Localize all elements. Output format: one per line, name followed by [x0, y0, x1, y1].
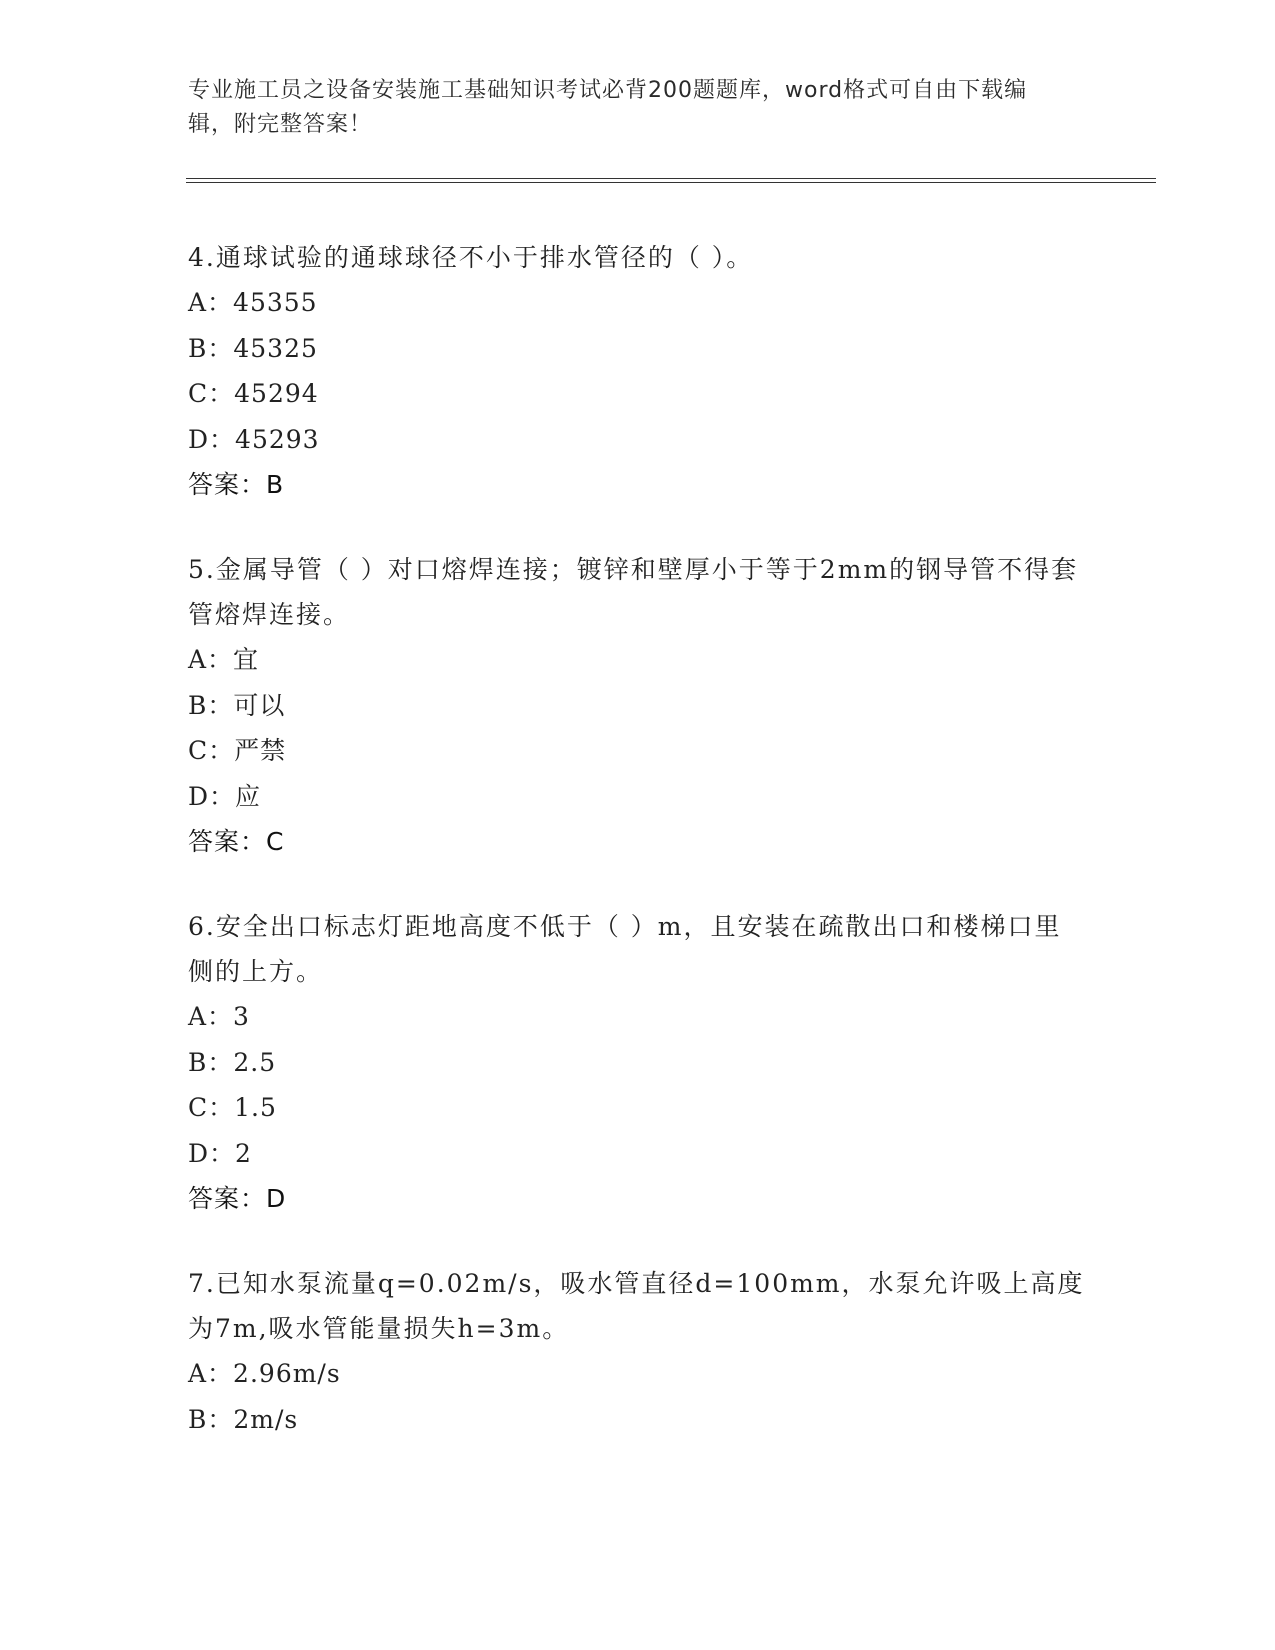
option-c: C：1.5 [188, 1093, 277, 1122]
document-header: 专业施工员之设备安装施工基础知识考试必背200题题库，word格式可自由下载编辑，附完整答案！ [188, 78, 1028, 137]
question-stem: 4.通球试验的通球球径不小于排水管径的（ ）。 [188, 243, 754, 272]
question-list [188, 235, 1088, 1482]
answer: 答案：B [188, 470, 285, 499]
option-a: A：2.96m/s [188, 1359, 341, 1388]
option-b: B：可以 [188, 690, 286, 720]
header-divider [186, 178, 1156, 183]
option-a: A：45355 [188, 288, 318, 317]
answer: 答案：D [188, 1184, 287, 1213]
option-a: A：宜 [188, 645, 260, 674]
question-5 [188, 547, 1088, 864]
option-b: B：2m/s [188, 1404, 299, 1434]
question-stem: 5.金属导管（ ）对口熔焊连接；镀锌和壁厚小于等于2mm的钢导管不得套管熔焊连接。 [188, 555, 1079, 629]
option-a: A：3 [188, 1002, 250, 1031]
option-c: C：45294 [188, 379, 319, 408]
option-b: B：2.5 [188, 1047, 277, 1077]
option-d: D：45293 [188, 424, 320, 454]
question-stem: 7.已知水泵流量q=0.02m/s，吸水管直径d=100mm，水泵允许吸上高度为7m,吸水管能量损失h=3m。 [188, 1269, 1085, 1343]
question-stem: 6.安全出口标志灯距地高度不低于（ ）m，且安装在疏散出口和楼梯口里侧的上方。 [188, 912, 1062, 986]
answer: 答案：C [188, 827, 285, 856]
question-6 [188, 904, 1088, 1221]
option-d: D：2 [188, 1138, 252, 1168]
option-d: D：应 [188, 781, 262, 811]
question-4 [188, 235, 1088, 507]
question-7 [188, 1261, 1088, 1442]
option-b: B：45325 [188, 333, 318, 363]
option-c: C：严禁 [188, 736, 287, 765]
